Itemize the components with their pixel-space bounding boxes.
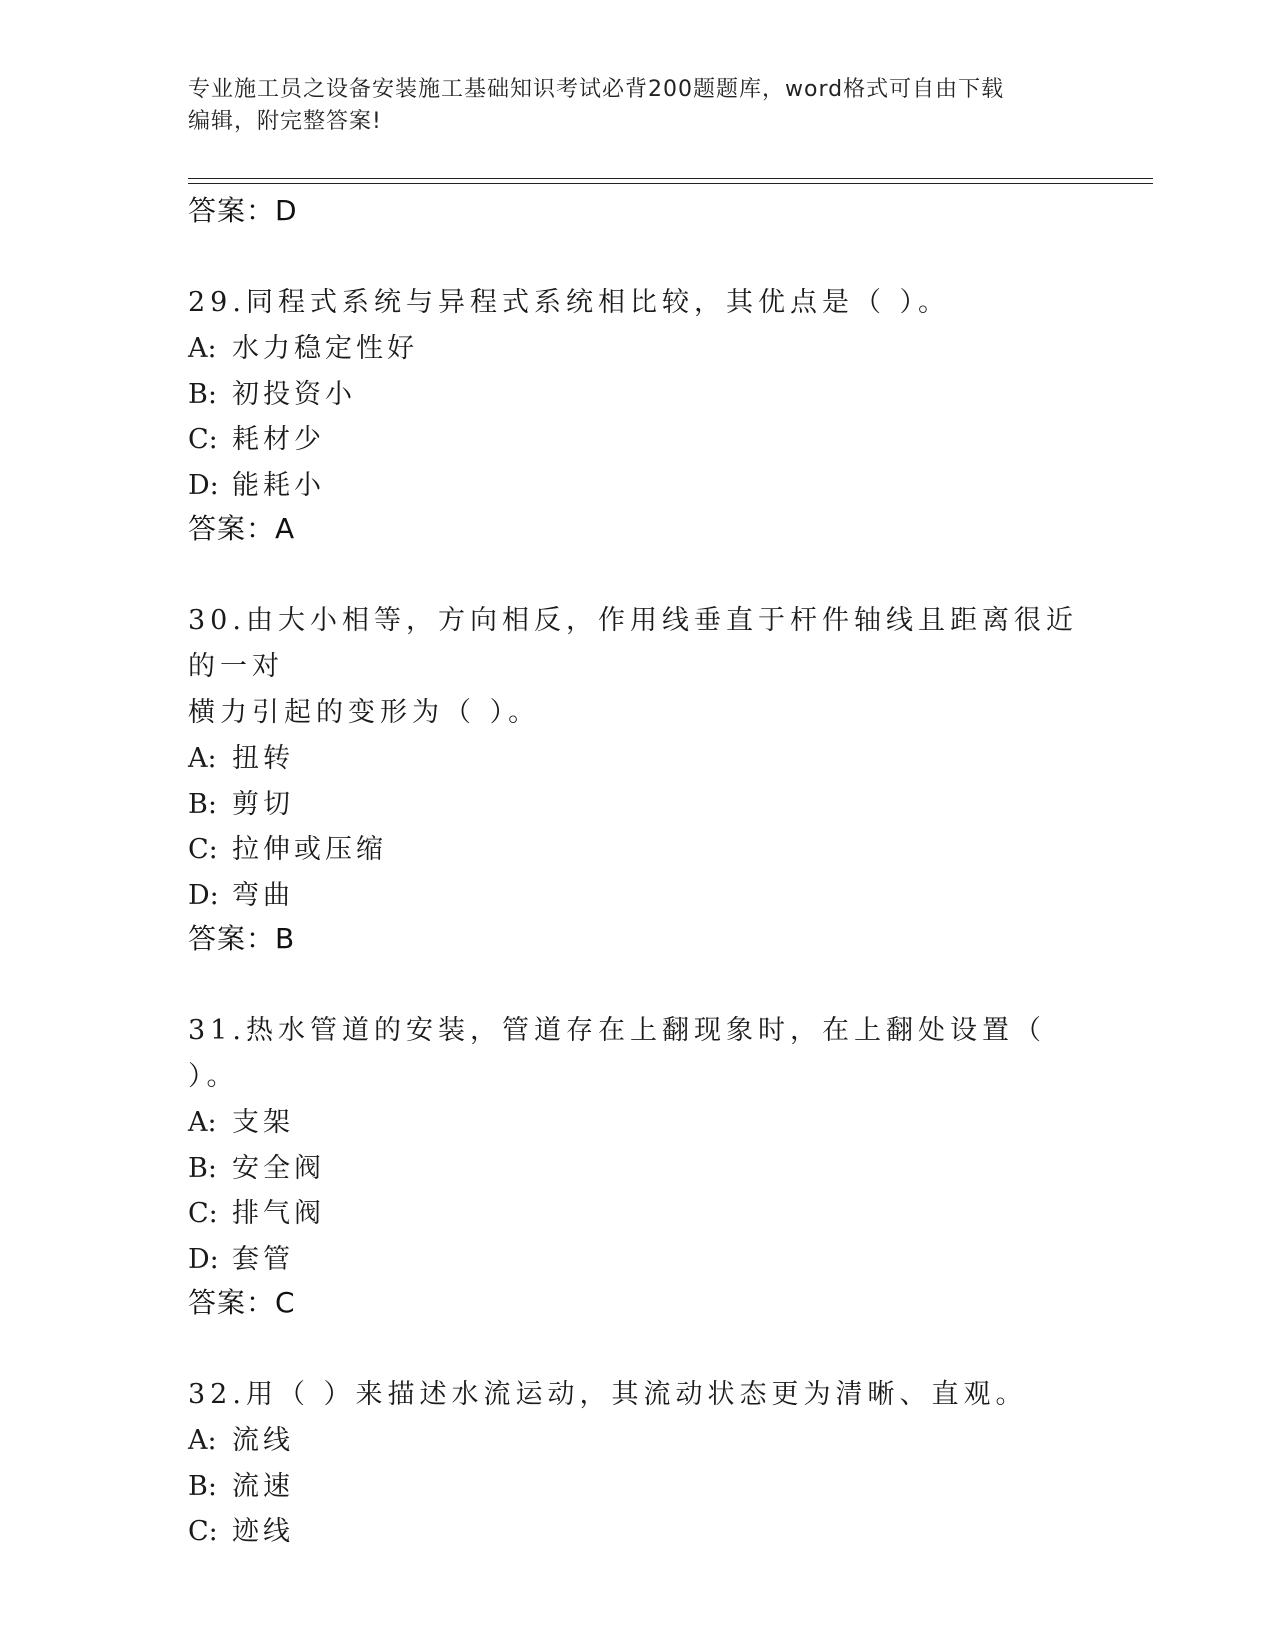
option-text: 能耗小 xyxy=(232,469,325,501)
option-key: D: xyxy=(188,879,219,911)
option-text: 扭转 xyxy=(232,743,294,774)
option-b xyxy=(188,782,1088,828)
option-c xyxy=(188,1509,1088,1555)
option-a xyxy=(188,1418,1088,1464)
option-text: 初投资小 xyxy=(232,378,356,410)
option-key: C: xyxy=(188,1198,218,1229)
option-text: 剪切 xyxy=(232,788,294,820)
question-text-continued: 横力引起的变形为（ ）。 xyxy=(188,697,541,728)
option-b xyxy=(188,372,1088,418)
option-text: 支架 xyxy=(232,1107,294,1138)
spacer xyxy=(188,232,1088,280)
header-title-line-2: 编辑，附完整答案! xyxy=(188,109,382,134)
option-key: D: xyxy=(188,1243,219,1275)
option-key: B: xyxy=(188,378,217,410)
previous-answer: 答案：D xyxy=(188,194,298,227)
question-block xyxy=(188,1008,1088,1324)
option-text: 耗材少 xyxy=(232,424,325,455)
option-d xyxy=(188,463,1088,509)
option-key: B: xyxy=(188,1152,217,1184)
option-b xyxy=(188,1146,1088,1192)
header-title-line-1: 专业施工员之设备安装施工基础知识考试必背200题题库，word格式可自由下载 xyxy=(188,77,1005,102)
question-list xyxy=(188,190,1088,1555)
question-block xyxy=(188,1372,1088,1555)
header-divider-top xyxy=(188,178,1153,179)
document-header xyxy=(188,74,1088,138)
option-text: 水力稳定性好 xyxy=(232,333,418,364)
option-text: 套管 xyxy=(232,1243,294,1275)
option-text: 安全阀 xyxy=(232,1152,325,1184)
option-a xyxy=(188,326,1088,372)
option-key: B: xyxy=(188,1470,217,1502)
option-key: A: xyxy=(188,333,217,364)
option-key: C: xyxy=(188,834,218,865)
option-key: D: xyxy=(188,469,219,501)
option-text: 排气阀 xyxy=(232,1198,325,1229)
answer-line: 答案：B xyxy=(188,922,296,955)
option-key: A: xyxy=(188,743,217,774)
question-text: 30.由大小相等，方向相反，作用线垂直于杆件轴线且距离很近的一对 xyxy=(188,605,1078,682)
option-key: C: xyxy=(188,424,218,455)
answer-line: 答案：A xyxy=(188,512,296,545)
spacer xyxy=(188,960,1088,1008)
option-text: 弯曲 xyxy=(232,879,294,911)
option-d xyxy=(188,1237,1088,1283)
option-d xyxy=(188,873,1088,919)
option-b xyxy=(188,1464,1088,1510)
option-key: A: xyxy=(188,1107,217,1138)
option-key: C: xyxy=(188,1516,218,1547)
option-a xyxy=(188,1100,1088,1146)
spacer xyxy=(188,550,1088,598)
option-text: 流速 xyxy=(232,1470,294,1502)
option-text: 拉伸或压缩 xyxy=(232,834,387,865)
question-block xyxy=(188,280,1088,550)
option-a xyxy=(188,736,1088,782)
option-text: 迹线 xyxy=(232,1516,294,1547)
option-c xyxy=(188,417,1088,463)
option-key: B: xyxy=(188,788,217,820)
question-block xyxy=(188,598,1088,960)
option-c xyxy=(188,1191,1088,1237)
option-text: 流线 xyxy=(232,1425,294,1456)
question-text: 31.热水管道的安装，管道存在上翻现象时，在上翻处设置（ ）。 xyxy=(188,1015,1046,1092)
header-divider-bottom xyxy=(188,183,1153,184)
spacer xyxy=(188,1324,1088,1372)
question-text: 29.同程式系统与异程式系统相比较，其优点是（ ）。 xyxy=(188,287,951,318)
question-text: 32.用（ ）来描述水流运动，其流动状态更为清晰、直观。 xyxy=(188,1379,1028,1410)
option-key: A: xyxy=(188,1425,217,1456)
answer-line: 答案：C xyxy=(188,1286,296,1319)
option-c xyxy=(188,827,1088,873)
